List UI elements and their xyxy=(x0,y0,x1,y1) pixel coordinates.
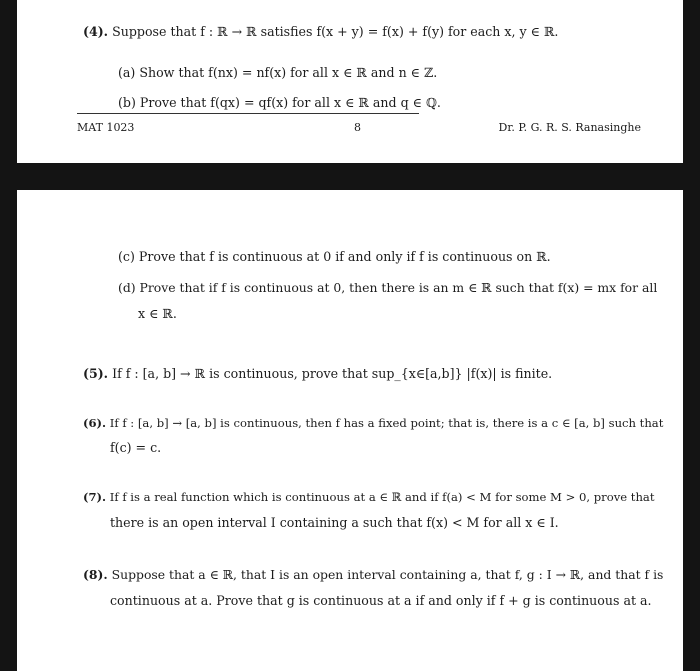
question-4-number: (4). xyxy=(83,24,109,39)
question-4c: (c) Prove that f is continuous at 0 if and only if f is continuous on ℝ. xyxy=(118,249,551,264)
footer-rule xyxy=(77,113,419,114)
question-4a: (a) Show that f(nx) = nf(x) for all x ∈ ℝ and n ∈ ℤ. xyxy=(118,65,438,80)
question-8-number: (8). xyxy=(83,567,108,582)
footer-page-number: 8 xyxy=(354,121,361,134)
question-7-line-1 xyxy=(83,489,655,505)
question-4b: (b) Prove that f(qx) = qf(x) for all x ∈ ℝ and q ∈ ℚ. xyxy=(118,95,441,110)
question-5 xyxy=(83,366,552,382)
question-4d-line-2: x ∈ ℝ. xyxy=(138,306,177,321)
question-7-text-1: If f is a real function which is continuous at a ∈ ℝ and if f(a) < M for some M > 0, prove that xyxy=(109,490,655,504)
page-bottom xyxy=(17,190,683,671)
question-4 xyxy=(83,24,558,40)
question-5-number: (5). xyxy=(83,366,109,381)
question-4-text: Suppose that f : ℝ → ℝ satisfies f(x + y) = f(x) + f(y) for each x, y ∈ ℝ. xyxy=(112,24,559,39)
question-6-number: (6). xyxy=(83,416,107,430)
question-4d-line-1: (d) Prove that if f is continuous at 0, then there is an m ∈ ℝ such that f(x) = mx for all xyxy=(118,280,658,295)
question-5-text: If f : [a, b] → ℝ is continuous, prove that sup_{x∈[a,b]} |f(x)| is finite. xyxy=(112,366,553,381)
footer-author: Dr. P. G. R. S. Ranasinghe xyxy=(498,121,641,134)
question-6-text-1: If f : [a, b] → [a, b] is continuous, then f has a fixed point; that is, there is a c ∈ [a, b] such that xyxy=(109,416,664,430)
question-8-text-1: Suppose that a ∈ ℝ, that I is an open interval containing a, that f, g : I → ℝ, and that f is xyxy=(111,567,664,582)
footer-course: MAT 1023 xyxy=(77,121,135,134)
question-7-number: (7). xyxy=(83,490,107,504)
question-8-line-2: continuous at a. Prove that g is continuous at a if and only if f + g is continuous at a. xyxy=(110,593,652,608)
question-8-line-1 xyxy=(83,567,663,583)
question-6-line-1 xyxy=(83,415,663,431)
question-7-line-2: there is an open interval I containing a such that f(x) < M for all x ∈ I. xyxy=(110,515,559,530)
page-top xyxy=(17,0,683,163)
question-6-line-2: f(c) = c. xyxy=(110,440,162,455)
